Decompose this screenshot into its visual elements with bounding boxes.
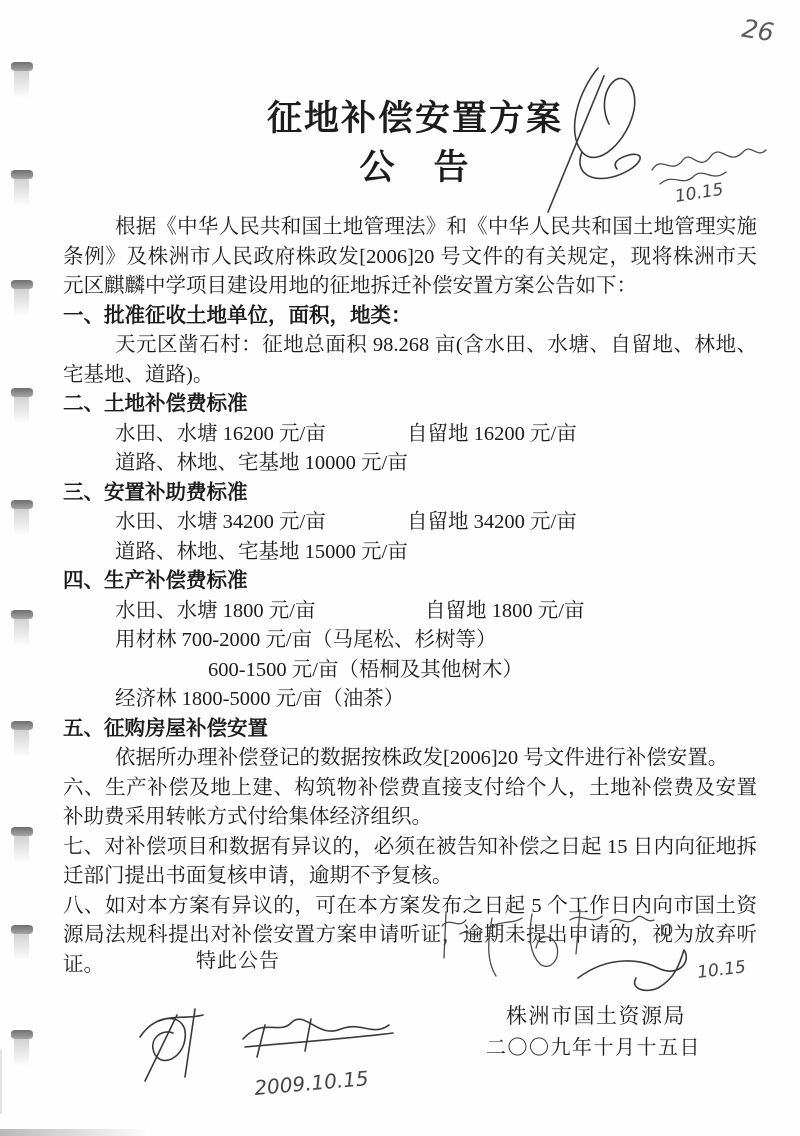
handwritten-date-bottom: 2009.10.15 xyxy=(253,1066,370,1100)
binder-hole-mark xyxy=(11,500,33,509)
closing-statement: 特此公告 xyxy=(196,950,280,972)
binder-hole-mark xyxy=(11,925,33,934)
section-3-rates-line-1 xyxy=(63,508,757,538)
signature-scribble-top-right xyxy=(530,50,775,225)
rate-private-plot: 自留地 34200 元/亩 xyxy=(407,511,577,533)
scan-edge-artifact xyxy=(0,1050,2,1114)
section-4-rates-line-2: 用材林 700-2000 元/亩（马尾松、杉树等） xyxy=(115,629,497,651)
section-8-paragraph: 八、如对本方案有异议的，可在本方案发布之日起 5 个工作日内向市国土资源局法规科提出对补偿安置方案申请听证，逾期未提出申请的，视为放弃听证。 xyxy=(63,894,757,976)
signature-scribble-bottom-left xyxy=(115,995,425,1120)
rate-private-plot: 自留地 16200 元/亩 xyxy=(407,422,577,445)
section-2-heading: 二、土地补偿费标准 xyxy=(63,393,248,415)
section-3-rates-line-2: 道路、林地、宅基地 15000 元/亩 xyxy=(115,540,408,563)
section-5-heading: 五、征购房屋补偿安置 xyxy=(63,717,268,740)
binder-hole-mark xyxy=(11,1030,33,1039)
handwritten-page-number: 26 xyxy=(739,13,776,48)
section-6-paragraph: 六、生产补偿及地上建、构筑物补偿费直接支付给个人，土地补偿费及安置补助费采用转帐方式付给集体经济组织。 xyxy=(63,776,757,828)
approval-annotation-scribble xyxy=(430,900,770,1000)
section-2-rates-line-2: 道路、林地、宅基地 10000 元/亩 xyxy=(115,452,408,474)
title-line-2: 公 告 xyxy=(359,148,471,187)
rate-private-plot: 自留地 1800 元/亩 xyxy=(425,599,585,622)
document-body xyxy=(63,213,757,980)
section-4-rates-line-1 xyxy=(63,597,757,627)
handwritten-date-top: 10.15 xyxy=(673,179,725,207)
rate-paddy-pond: 水田、水塘 16200 元/亩 xyxy=(115,422,326,445)
section-7-paragraph: 七、对补偿项目和数据有异议的，必须在被告知补偿之日起 15 日内向征地拆迁部门提出书面复核申请，逾期不予复核。 xyxy=(63,835,757,887)
section-4-heading: 四、生产补偿费标准 xyxy=(63,570,248,592)
rate-paddy-pond: 水田、水塘 34200 元/亩 xyxy=(115,511,326,533)
title-line-1: 征地补偿安置方案 xyxy=(266,99,563,138)
handwritten-date-middle: 10.15 xyxy=(696,957,747,983)
issuing-agency: 株洲市国土资源局 xyxy=(506,1004,686,1028)
section-1-body: 天元区凿石村：征地总面积 98.268 亩(含水田、水塘、自留地、林地、宅基地、道路)。 xyxy=(63,334,757,386)
intro-paragraph: 根据《中华人民共和国土地管理法》和《中华人民共和国土地管理实施条例》及株洲市人民政府株政发[2006]20 号文件的有关规定，现将株洲市天元区麒麟中学项目建设用地的征地拆迁补偿安置方案公告如下： xyxy=(63,216,757,297)
binder-hole-mark xyxy=(11,827,33,836)
rate-paddy-pond: 水田、水塘 1800 元/亩 xyxy=(115,599,316,622)
binder-hole-mark xyxy=(11,610,33,619)
binder-hole-mark xyxy=(11,280,33,289)
section-1-heading: 一、批准征收土地单位，面积，地类： xyxy=(63,304,412,327)
section-5-body: 依据所办理补偿登记的数据按株政发[2006]20 号文件进行补偿安置。 xyxy=(115,747,729,769)
scan-bottom-artifact xyxy=(0,1129,148,1136)
section-2-rates-line-1 xyxy=(63,420,757,450)
section-4-rates-line-4: 经济林 1800-5000 元/亩（油茶） xyxy=(115,688,405,710)
issue-date: 二〇〇九年十月十五日 xyxy=(486,1037,701,1059)
binder-hole-mark xyxy=(11,62,33,71)
binder-hole-mark xyxy=(11,721,33,730)
section-3-heading: 三、安置补助费标准 xyxy=(63,481,248,504)
binder-hole-mark xyxy=(11,388,33,397)
section-4-rates-line-3: 600-1500 元/亩（梧桐及其他树木） xyxy=(208,658,523,681)
